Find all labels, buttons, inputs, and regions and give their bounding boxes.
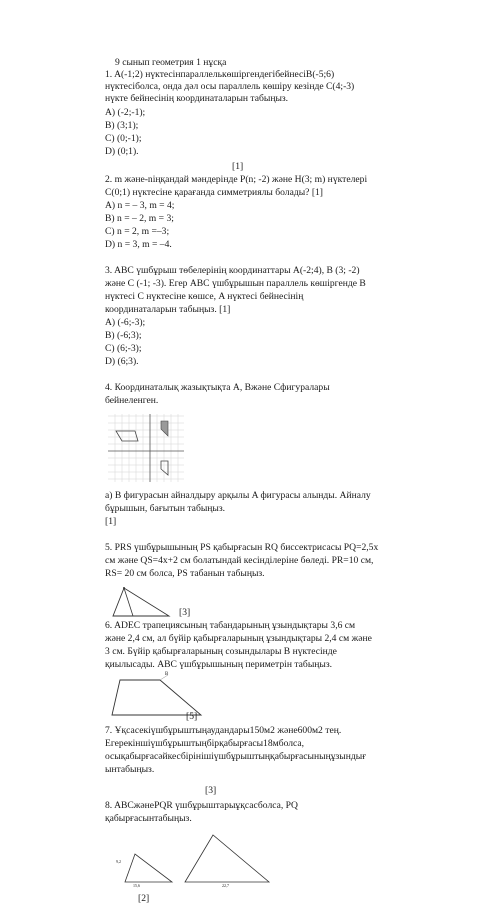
- q3-option-b: B) (-6;3);: [105, 330, 142, 341]
- q3-line-1: 3. ABC үшбұрыш төбелерінің координаттары A(-2;4), B (3; -2): [105, 265, 360, 276]
- q5-score: [3]: [179, 607, 191, 618]
- q3-line-2: және C (-1; -3). Егер ABC үшбұрышын параллель көшіргенде B: [105, 278, 366, 289]
- q3-option-c: C) (6;-3);: [105, 343, 142, 354]
- document-header: 9 сынып геометрия 1 нұсқа: [115, 57, 227, 68]
- q3-line-3: нүктесі C нүктесіне көшсе, A нүктесі бейнесінің: [105, 291, 304, 302]
- q2-line-1: 2. m және-nіңқандай мәндерінде P(n; -2) және H(3; m) нүктелері: [105, 174, 368, 185]
- q2-option-b: B) n = – 2, m = 3;: [105, 213, 174, 224]
- q7-score: [3]: [205, 785, 217, 796]
- q8-label-small-base: 15,6: [133, 883, 140, 888]
- q1-line-1: 1. A(-1;2) нүктесінпараллелькөшіргендегібейнесіB(-5;6): [105, 69, 335, 80]
- q8-line-1: 8. ABCжәнеPQR үшбұрыштарыұқсасболса, PQ: [105, 800, 298, 811]
- q4-sub-line-2: бұрышын, бағытын табыңыз.: [105, 503, 226, 514]
- q2-line-2: C(0;1) нүктесіне қарағанда симметриялы болады? [1]: [105, 187, 324, 198]
- q5-line-3: RS= 20 см болса, PS табанын табыңыз.: [105, 568, 265, 579]
- q4-line-1: 4. Координаталық жазықтықта A, Вжәне Сфигуралары: [105, 382, 330, 393]
- q2-option-d: D) n = 3, m = –4.: [105, 239, 172, 250]
- q7-line-4: ынтабыңыз.: [105, 764, 155, 775]
- q1-line-2: нүктесіболса, онда дәл осы параллель көшіру кезінде C(4;-3): [105, 81, 355, 92]
- q3-line-4: координаталарын табыңыз. [1]: [105, 304, 231, 315]
- q7-line-2: Егерекіншіүшбұрыштыңбірқабырғасы18мболса,: [105, 738, 305, 749]
- q3-option-a: A) (-6;-3);: [105, 317, 146, 328]
- q5-line-2: см және QS=4x+2 см болатындай кесінділеріне бөледі. PR=10 см,: [105, 555, 374, 566]
- q6-line-3: 3 см. Бүйір қабырғаларының созындылары B нүктесінде: [105, 646, 337, 657]
- q5-triangle-figure: [110, 585, 172, 619]
- q1-option-c: C) (0;-1);: [105, 133, 142, 144]
- q7-line-3: осықабырғасәйкесбірінішіүшбұрыштыңқабырғасыныңұзындығ: [105, 751, 367, 762]
- q1-score: [1]: [232, 161, 244, 172]
- q8-label-large-base: 22,7: [222, 883, 229, 888]
- q1-line-3: нүкте бейнесінің координаталарын табыңыз.: [105, 93, 289, 104]
- q1-option-a: A) (-2;-1);: [105, 107, 146, 118]
- q6-line-1: 6. ADEC трапециясының табандарының ұзындықтары 3,6 см: [105, 620, 356, 631]
- q6-figure-label: B: [165, 672, 169, 677]
- q8-label-small-side: 9,2: [116, 859, 121, 864]
- q4-line-2: бейнеленген.: [105, 395, 159, 406]
- q4-score: [1]: [105, 516, 117, 527]
- q1-option-b: B) (3;1);: [105, 120, 139, 131]
- q8-score: [2]: [138, 893, 150, 904]
- q3-option-d: D) (6;3).: [105, 356, 139, 367]
- q1-option-d: D) (0;1).: [105, 146, 139, 157]
- q7-line-1: 7. Ұқсасекіүшбұрыштыңаудандары150м2 және600м2 тең.: [105, 725, 342, 736]
- q6-line-4: қиылысады. ABC үшбұрышының периметрін табыңыз.: [105, 659, 333, 670]
- q2-option-c: C) n = 2, m =–3;: [105, 226, 170, 237]
- q4-sub-line-1: a) B фигурасын айналдыру арқылы A фигурасы алынды. Айналу: [105, 490, 371, 501]
- q5-line-1: 5. PRS үшбұрышының PS қабырғасын RQ биссектрисасы PQ=2,5x: [105, 542, 379, 553]
- q8-triangles-figure: [115, 832, 275, 888]
- q4-coordinate-grid-figure: [106, 412, 186, 484]
- q6-score: [5]: [186, 711, 198, 722]
- q2-option-a: A) n = – 3, m = 4;: [105, 200, 175, 211]
- q6-line-2: және 2,4 см, ал бүйір қабырғаларының ұзындықтары 2,4 см және: [105, 633, 372, 644]
- q8-line-2: қабырғасынтабыңыз.: [105, 813, 192, 824]
